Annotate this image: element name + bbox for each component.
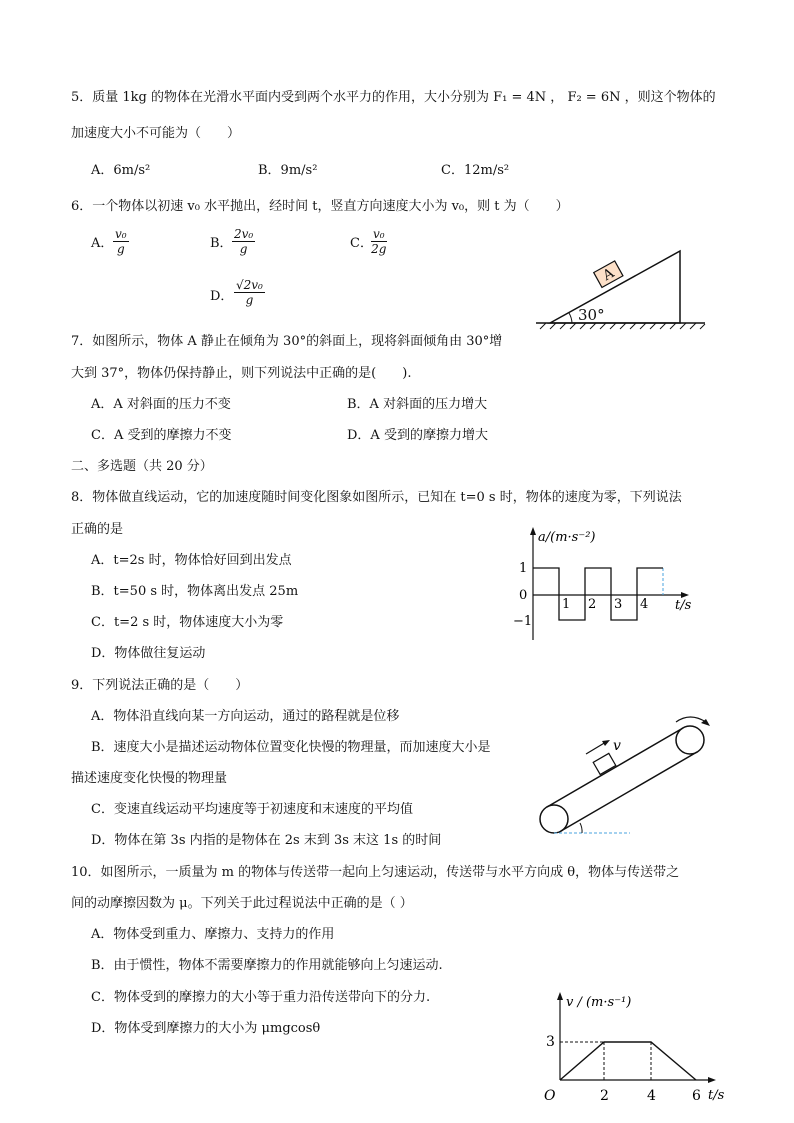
conveyor-belt bbox=[540, 726, 704, 833]
q5-line1: 5．质量 1kg 的物体在光滑水平面内受到两个水平力的作用，大小分别为 F₁ = 4N ， F₂ = 6N ，则这个物体的 bbox=[71, 90, 716, 105]
q9-option-c: C．变速直线运动平均速度等于初速度和末速度的平均值 bbox=[91, 802, 413, 817]
vt-tick-x4: 4 bbox=[647, 1088, 656, 1104]
q8-option-b: B．t=50 s 时，物体离出发点 25m bbox=[91, 584, 299, 599]
q6-a-denominator: g bbox=[116, 242, 125, 256]
at-x-tick-1: 1 bbox=[562, 597, 571, 612]
block-a bbox=[594, 261, 623, 288]
q9-option-d: D．物体在第 3s 内指的是物体在 2s 末到 3s 末这 1s 的时间 bbox=[91, 833, 442, 848]
at-square-wave bbox=[533, 568, 663, 620]
acceleration-time-graph bbox=[505, 525, 720, 645]
velocity-time-graph bbox=[530, 988, 735, 1108]
q6-c-numerator: v₀ bbox=[373, 227, 385, 241]
q6-option-a-fraction bbox=[113, 227, 129, 256]
q7-line1: 7．如图所示，物体 A 静止在倾角为 30°的斜面上，现将斜面倾角由 30°增 bbox=[71, 334, 503, 349]
q9-option-b-line1: B．速度大小是描述运动物体位置变化快慢的物理量，而加速度大小是 bbox=[91, 740, 491, 755]
q9-option-a: A．物体沿直线向某一方向运动，通过的路程就是位移 bbox=[91, 709, 400, 724]
rotation-arrow bbox=[676, 717, 706, 722]
at-y-label: a/(m·s⁻²) bbox=[538, 530, 596, 545]
vt-origin: O bbox=[544, 1088, 556, 1104]
ground-hatching bbox=[536, 323, 705, 329]
vt-y-arrow bbox=[557, 992, 563, 1000]
q10-line1: 10．如图所示，一质量为 m 的物体与传送带一起向上匀速运动，传送带与水平方向成 θ，物体与传送带之 bbox=[71, 865, 680, 880]
at-y-arrow bbox=[530, 527, 536, 535]
q6-b-numerator: 2v₀ bbox=[234, 227, 254, 241]
q6-b-denominator: g bbox=[239, 242, 248, 256]
q6-option-d-fraction bbox=[234, 278, 265, 307]
q8-line1: 8．物体做直线运动，它的加速度随时间变化图象如图所示，已知在 t=0 s 时，物体的速度为零，下列说法 bbox=[71, 490, 682, 505]
q6-d-numerator: √2v₀ bbox=[236, 278, 263, 292]
q8-line2: 正确的是 bbox=[71, 522, 124, 537]
at-tick-1: 1 bbox=[519, 561, 528, 576]
q10-option-c: C．物体受到的摩擦力的大小等于重力沿传送带向下的分力. bbox=[91, 990, 431, 1005]
q6-a-numerator: v₀ bbox=[115, 227, 127, 241]
q7-option-c: C．A 受到的摩擦力不变 bbox=[91, 428, 232, 443]
angle-arc bbox=[569, 313, 572, 323]
q6-option-a-label: A． bbox=[91, 236, 114, 251]
at-tick-0: 0 bbox=[519, 588, 528, 603]
conveyor-belt-figure bbox=[530, 710, 730, 840]
q7-option-d: D．A 受到的摩擦力增大 bbox=[347, 428, 488, 443]
vt-curve bbox=[560, 1042, 696, 1080]
vt-x-label: t/s bbox=[708, 1088, 725, 1103]
q5-option-a: A．6m/s² bbox=[91, 163, 151, 178]
q10-line2: 间的动摩擦因数为 μ。下列关于此过程说法中正确的是（ ） bbox=[71, 896, 413, 911]
vt-tick-x2: 2 bbox=[600, 1088, 609, 1104]
section-heading: 二、多选题（共 20 分） bbox=[71, 459, 213, 474]
q8-option-a: A．t=2s 时，物体恰好回到出发点 bbox=[91, 553, 292, 568]
q6-option-b-label: B． bbox=[210, 236, 233, 251]
q8-option-c: C．t=2 s 时，物体速度大小为零 bbox=[91, 615, 284, 630]
vt-y-label: v / (m·s⁻¹) bbox=[566, 995, 632, 1010]
q10-option-a: A．物体受到重力、摩擦力、支持力的作用 bbox=[91, 927, 335, 942]
at-x-tick-4: 4 bbox=[640, 597, 649, 612]
q9-option-b-line2: 描述速度变化快慢的物理量 bbox=[71, 771, 228, 786]
theta-arc bbox=[580, 823, 582, 833]
q6-stem: 6．一个物体以初速 v₀ 水平抛出，经时间 t，竖直方向速度大小为 v₀，则 t 为（ ） bbox=[71, 199, 569, 214]
q6-option-d-label: D． bbox=[210, 289, 234, 304]
at-x-tick-2: 2 bbox=[588, 597, 597, 612]
incline-figure bbox=[528, 245, 713, 330]
q5-option-c: C．12m/s² bbox=[441, 163, 510, 178]
at-tick-neg1: −1 bbox=[513, 614, 533, 629]
vt-tick-y3: 3 bbox=[546, 1034, 555, 1050]
q5-line2: 加速度大小不可能为（ ） bbox=[71, 126, 241, 141]
q7-option-a: A．A 对斜面的压力不变 bbox=[91, 397, 231, 412]
q6-d-denominator: g bbox=[245, 293, 254, 307]
q6-option-c-label: C． bbox=[350, 236, 373, 251]
q8-option-d: D．物体做往复运动 bbox=[91, 646, 206, 661]
q5-option-b: B．9m/s² bbox=[258, 163, 318, 178]
vt-dashed-guides bbox=[560, 1042, 651, 1080]
q6-option-b-fraction bbox=[232, 227, 255, 256]
at-x-tick-3: 3 bbox=[614, 597, 623, 612]
q9-stem: 9．下列说法正确的是（ ） bbox=[71, 678, 249, 693]
q6-option-c-fraction bbox=[371, 227, 387, 256]
q10-option-b: B．由于惯性，物体不需要摩擦力的作用就能够向上匀速运动. bbox=[91, 958, 443, 973]
q7-line2: 大到 37°，物体仍保持静止，则下列说法中正确的是( ). bbox=[71, 366, 412, 381]
vt-tick-x6: 6 bbox=[692, 1088, 701, 1104]
velocity-label: v bbox=[613, 738, 621, 754]
q10-option-d: D．物体受到摩擦力的大小为 μmgcosθ bbox=[91, 1021, 321, 1036]
block-a-label: A bbox=[600, 265, 617, 285]
vt-x-arrow bbox=[708, 1077, 716, 1083]
q6-c-denominator: 2g bbox=[371, 242, 387, 256]
at-x-label: t/s bbox=[675, 598, 692, 613]
angle-label: 30° bbox=[578, 306, 605, 324]
velocity-arrow bbox=[586, 740, 610, 754]
belt-block bbox=[593, 753, 616, 774]
q7-option-b: B．A 对斜面的压力增大 bbox=[347, 397, 488, 412]
